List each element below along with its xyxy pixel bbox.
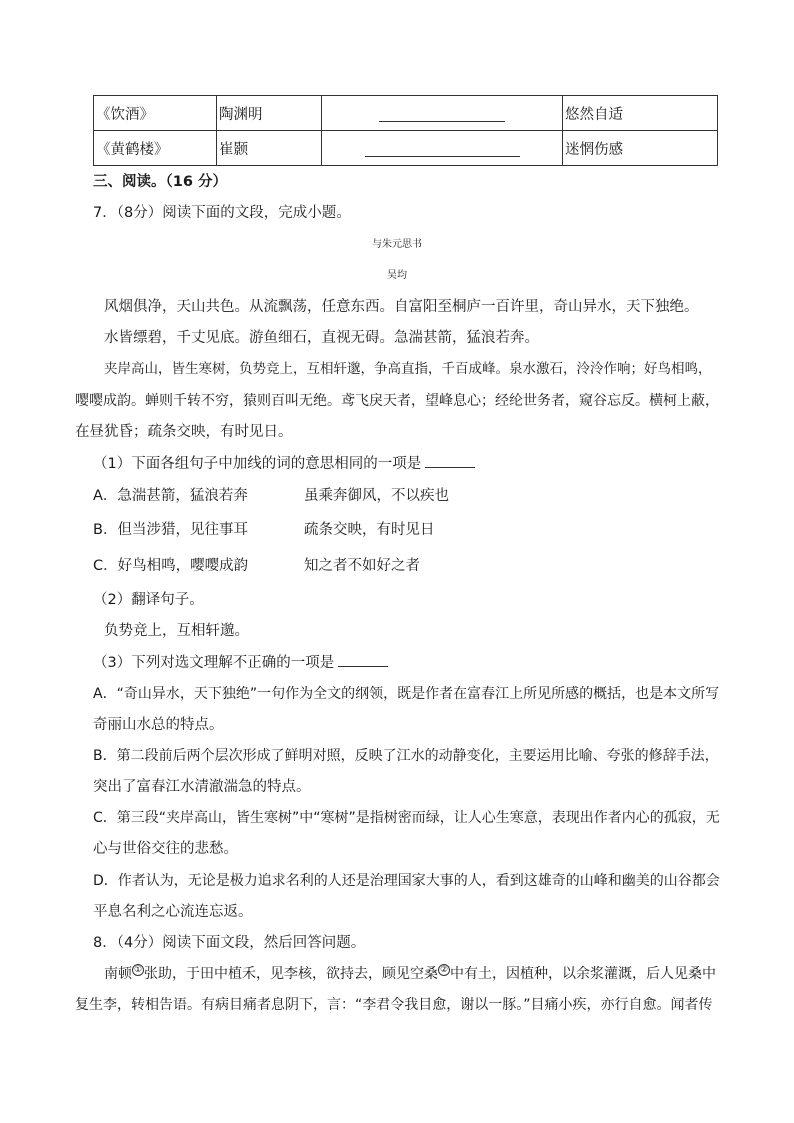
passage-text: 中有土，因植种，以余浆灌溉，后人见桑中 [450,966,716,982]
poem-title: 《黄鹤楼》 [94,131,217,166]
passage-title: 与朱元思书 [372,239,422,250]
answer-blank [322,96,563,131]
option-b-left: B．但当涉猎，见往事耳 [93,522,248,538]
sub-question-text: （1）下面各组句子中加线的词的意思相同的一项是 [93,456,422,472]
passage-paragraph: 夹岸高山，皆生寒树，负势竞上，互相轩邈，争高直指，千百成峰。泉水激石，泠泠作响；好鸟相鸣， [104,361,712,377]
choice-d-cont: 平息名利之心流连忘返。 [93,904,253,920]
answer-blank [322,131,563,166]
choice-a-cont: 奇丽山水总的特点。 [93,717,224,733]
poem-author: 崔颢 [217,131,322,166]
poem-title: 《饮酒》 [94,96,217,131]
question-8-prompt: 8．（4分）阅读下面文段，然后回答问题。 [93,935,366,951]
answer-blank [425,453,475,468]
sub-question [93,453,475,474]
option-a-right: 虽乘奔御风，不以疾也 [304,488,449,504]
choice-b-cont: 突出了富春江水清澈湍急的特点。 [93,779,311,795]
sub-question [93,652,388,673]
footnote-marker: ① [133,965,143,976]
sub-question-text: （3）下列对选文理解不正确的一项是 [93,655,335,671]
option-b-right: 疏条交映，有时见日 [304,522,435,538]
question-7-prompt: 7．（8分）阅读下面的文段，完成小题。 [93,205,351,221]
choice-a: A．“奇山异水，天下独绝”一句作为全文的纲领，既是作者在富春江上所见所感的概括，也是本文所写 [93,686,720,702]
table-row [94,131,718,166]
section-heading: 三、阅读。（16 分） [93,174,227,190]
passage-paragraph: 复生李，转相告语。有病目痛者息阴下，言：“李君令我目愈，谢以一豚。”目痛小疾，亦行自愈。闻者传 [75,997,713,1013]
option-c-right: 知之者不如好之者 [304,558,420,574]
passage-paragraph: 风烟俱净，天山共色。从流飘荡，任意东西。自富阳至桐庐一百许里，奇山异水，天下独绝。 [104,299,699,315]
passage-author: 吴均 [387,270,407,281]
translate-sentence: 负势竞上，互相轩邈。 [104,623,249,639]
sub-question: （2）翻译句子。 [93,592,204,608]
choice-d: D．作者认为，无论是极力追求名利的人还是治理国家大事的人，看到这雄奇的山峰和幽美的山谷都会 [93,873,720,889]
option-a-left: A．急湍甚箭，猛浪若奔 [93,488,248,504]
passage-paragraph: 在昼犹昏；疏条交映，有时见日。 [75,424,293,440]
passage-text: 张助，于田中植禾，见李核，欲持去，顾见空桑 [144,966,438,982]
passage-paragraph [104,964,716,984]
poem-author: 陶渊明 [217,96,322,131]
passage-paragraph: 水皆缥碧，千丈见底。游鱼细石，直视无碍。急湍甚箭，猛浪若奔。 [104,330,539,346]
poem-table [93,95,718,166]
answer-blank [338,652,388,667]
option-c-left: C．好鸟相鸣，嘤嘤成韵 [93,558,249,574]
choice-b: B．第二段前后两个层次形成了鲜明对照，反映了江水的动静变化，主要运用比喻、夸张的修辞手法， [93,748,719,764]
choice-c: C．第三段“夹岸高山，皆生寒树”中“寒树”是指树密而绿，让人心生寒意，表现出作者内心的孤寂，无 [93,810,720,826]
table-row [94,96,718,131]
poem-feeling: 悠然自适 [563,96,718,131]
footnote-marker: ② [439,965,449,976]
poem-feeling: 迷惘伤感 [563,131,718,166]
passage-text: 南顿 [104,966,132,982]
passage-paragraph: 嘤嘤成韵。蝉则千转不穷，猿则百叫无绝。鸢飞戾天者，望峰息心；经纶世务者，窥谷忘反。横柯上蔽， [75,393,719,409]
choice-c-cont: 心与世俗交往的悲愁。 [93,841,238,857]
